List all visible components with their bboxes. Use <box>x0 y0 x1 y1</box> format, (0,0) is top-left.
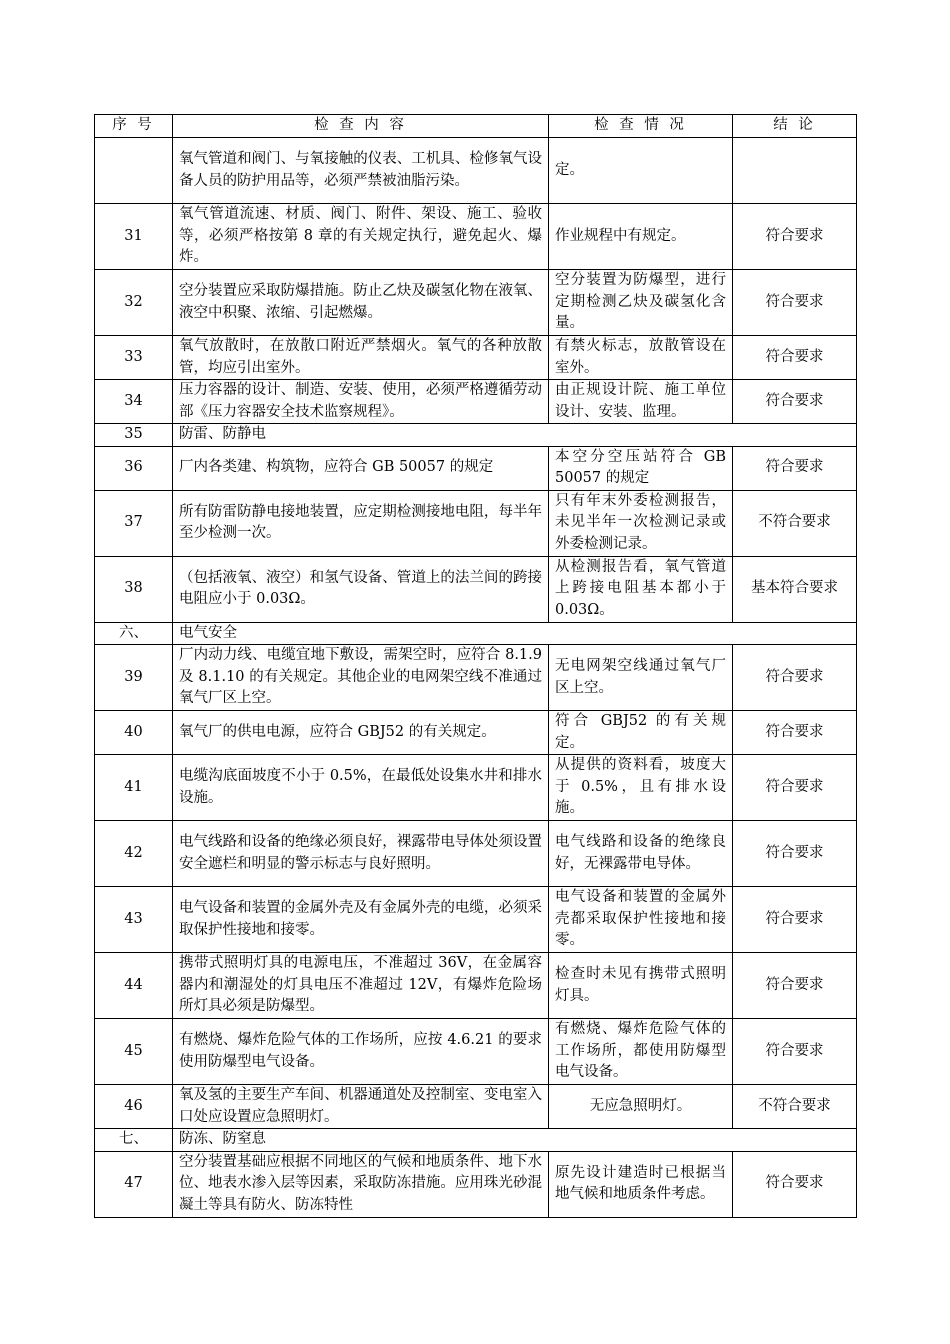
table-row <box>95 336 857 380</box>
row-no: 33 <box>95 336 173 380</box>
table-row <box>95 887 857 953</box>
section-no: 35 <box>95 424 173 447</box>
row-result: 符合要求 <box>733 953 857 1019</box>
row-status: 从提供的资料看，坡度大于 0.5%，且有排水设施。 <box>549 755 733 821</box>
row-no: 44 <box>95 953 173 1019</box>
row-status: 原先设计建造时已根据当地气候和地质条件考虑。 <box>549 1151 733 1217</box>
table-row <box>95 953 857 1019</box>
section-row <box>95 1129 857 1152</box>
row-content: 电气线路和设备的绝缘必须良好，裸露带电导体处须设置安全遮栏和明显的警示标志与良好照明。 <box>173 821 549 887</box>
row-content: 携带式照明灯具的电源电压，不准超过 36V，在金属容器内和潮湿处的灯具电压不准超过 12V，有爆炸危险场所灯具必须是防爆型。 <box>173 953 549 1019</box>
row-content: 氧气管道和阀门、与氧接触的仪表、工机具、检修氧气设备人员的防护用品等，必须严禁被油脂污染。 <box>173 138 549 204</box>
row-no: 38 <box>95 556 173 622</box>
header-result: 结 论 <box>733 115 857 138</box>
table-row <box>95 821 857 887</box>
row-status: 无电网架空线通过氧气厂区上空。 <box>549 645 733 711</box>
row-no: 39 <box>95 645 173 711</box>
row-no: 46 <box>95 1085 173 1129</box>
row-content: 有燃烧、爆炸危险气体的工作场所，应按 4.6.21 的要求使用防爆型电气设备。 <box>173 1019 549 1085</box>
table-row <box>95 755 857 821</box>
row-result: 不符合要求 <box>733 1085 857 1129</box>
row-content: 氧气厂的供电电源，应符合 GBJ52 的有关规定。 <box>173 711 549 755</box>
row-result: 符合要求 <box>733 446 857 490</box>
row-content: 氧及氢的主要生产车间、机器通道处及控制室、变电室入口处应设置应急照明灯。 <box>173 1085 549 1129</box>
row-result: 符合要求 <box>733 645 857 711</box>
row-result: 符合要求 <box>733 755 857 821</box>
row-no: 31 <box>95 204 173 270</box>
row-result <box>733 138 857 204</box>
row-content: 厂内动力线、电缆宜地下敷设，需架空时，应符合 8.1.9 及 8.1.10 的有关规定。其他企业的电网架空线不准通过氧气厂区上空。 <box>173 645 549 711</box>
row-result: 符合要求 <box>733 1151 857 1217</box>
row-content: 压力容器的设计、制造、安装、使用，必须严格遵循劳动部《压力容器安全技术监察规程》。 <box>173 380 549 424</box>
row-status: 无应急照明灯。 <box>549 1085 733 1129</box>
row-status: 从检测报告看，氧气管道上跨接电阻基本都小于 0.03Ω。 <box>549 556 733 622</box>
table-row <box>95 446 857 490</box>
table-row <box>95 645 857 711</box>
header-status: 检 查 情 况 <box>549 115 733 138</box>
row-status: 电气设备和装置的金属外壳都采取保护性接地和接零。 <box>549 887 733 953</box>
row-no <box>95 138 173 204</box>
section-title: 电气安全 <box>173 622 857 645</box>
table-row <box>95 711 857 755</box>
row-result: 符合要求 <box>733 270 857 336</box>
table-row <box>95 490 857 556</box>
row-status: 由正规设计院、施工单位设计、安装、监理。 <box>549 380 733 424</box>
table-row <box>95 1019 857 1085</box>
row-result: 符合要求 <box>733 821 857 887</box>
row-content: 空分装置应采取防爆措施。防止乙炔及碳氢化物在液氧、液空中积聚、浓缩、引起燃爆。 <box>173 270 549 336</box>
row-content: 厂内各类建、构筑物，应符合 GB 50057 的规定 <box>173 446 549 490</box>
row-result: 不符合要求 <box>733 490 857 556</box>
section-no: 七、 <box>95 1129 173 1152</box>
row-no: 42 <box>95 821 173 887</box>
row-content: 电气设备和装置的金属外壳及有金属外壳的电缆，必须采取保护性接地和接零。 <box>173 887 549 953</box>
row-no: 37 <box>95 490 173 556</box>
row-result: 符合要求 <box>733 711 857 755</box>
row-content: 所有防雷防静电接地装置，应定期检测接地电阻，每半年至少检测一次。 <box>173 490 549 556</box>
table-row <box>95 556 857 622</box>
row-no: 34 <box>95 380 173 424</box>
table-row <box>95 1085 857 1129</box>
section-title: 防冻、防窒息 <box>173 1129 857 1152</box>
row-no: 32 <box>95 270 173 336</box>
row-status: 空分装置为防爆型，进行定期检测乙炔及碳氢化含量。 <box>549 270 733 336</box>
row-result: 符合要求 <box>733 380 857 424</box>
row-no: 41 <box>95 755 173 821</box>
section-no: 六、 <box>95 622 173 645</box>
row-status: 有禁火标志，放散管设在室外。 <box>549 336 733 380</box>
table-row <box>95 1151 857 1217</box>
table-row <box>95 204 857 270</box>
row-content: （包括液氧、液空）和氢气设备、管道上的法兰间的跨接电阻应小于 0.03Ω。 <box>173 556 549 622</box>
row-no: 43 <box>95 887 173 953</box>
row-result: 符合要求 <box>733 887 857 953</box>
row-content: 氧气放散时，在放散口附近严禁烟火。氧气的各种放散管，均应引出室外。 <box>173 336 549 380</box>
row-status: 只有年末外委检测报告，未见半年一次检测记录或外委检测记录。 <box>549 490 733 556</box>
row-content: 空分装置基础应根据不同地区的气候和地质条件、地下水位、地表水渗入层等因素，采取防冻措施。应用珠光砂混凝土等具有防火、防冻特性 <box>173 1151 549 1217</box>
row-result: 符合要求 <box>733 336 857 380</box>
row-no: 47 <box>95 1151 173 1217</box>
row-no: 36 <box>95 446 173 490</box>
table-body <box>95 138 857 1218</box>
row-status: 定。 <box>549 138 733 204</box>
row-no: 45 <box>95 1019 173 1085</box>
section-title: 防雷、防静电 <box>173 424 857 447</box>
row-result: 符合要求 <box>733 204 857 270</box>
table-row <box>95 138 857 204</box>
row-content: 氧气管道流速、材质、阀门、附件、架设、施工、验收等，必须严格按第 8 章的有关规定执行，避免起火、爆炸。 <box>173 204 549 270</box>
row-no: 40 <box>95 711 173 755</box>
row-status: 本空分空压站符合 GB 50057 的规定 <box>549 446 733 490</box>
row-status: 电气线路和设备的绝缘良好，无裸露带电导体。 <box>549 821 733 887</box>
row-status: 检查时未见有携带式照明灯具。 <box>549 953 733 1019</box>
table-header-row <box>95 115 857 138</box>
header-no: 序 号 <box>95 115 173 138</box>
section-row <box>95 622 857 645</box>
row-result: 符合要求 <box>733 1019 857 1085</box>
row-result: 基本符合要求 <box>733 556 857 622</box>
header-content: 检 查 内 容 <box>173 115 549 138</box>
table-row <box>95 380 857 424</box>
row-status: 有燃烧、爆炸危险气体的工作场所，都使用防爆型电气设备。 <box>549 1019 733 1085</box>
row-status: 符合 GBJ52 的有关规定。 <box>549 711 733 755</box>
inspection-table <box>94 114 857 1218</box>
section-row <box>95 424 857 447</box>
table-row <box>95 270 857 336</box>
row-status: 作业规程中有规定。 <box>549 204 733 270</box>
row-content: 电缆沟底面坡度不小于 0.5%，在最低处设集水井和排水设施。 <box>173 755 549 821</box>
